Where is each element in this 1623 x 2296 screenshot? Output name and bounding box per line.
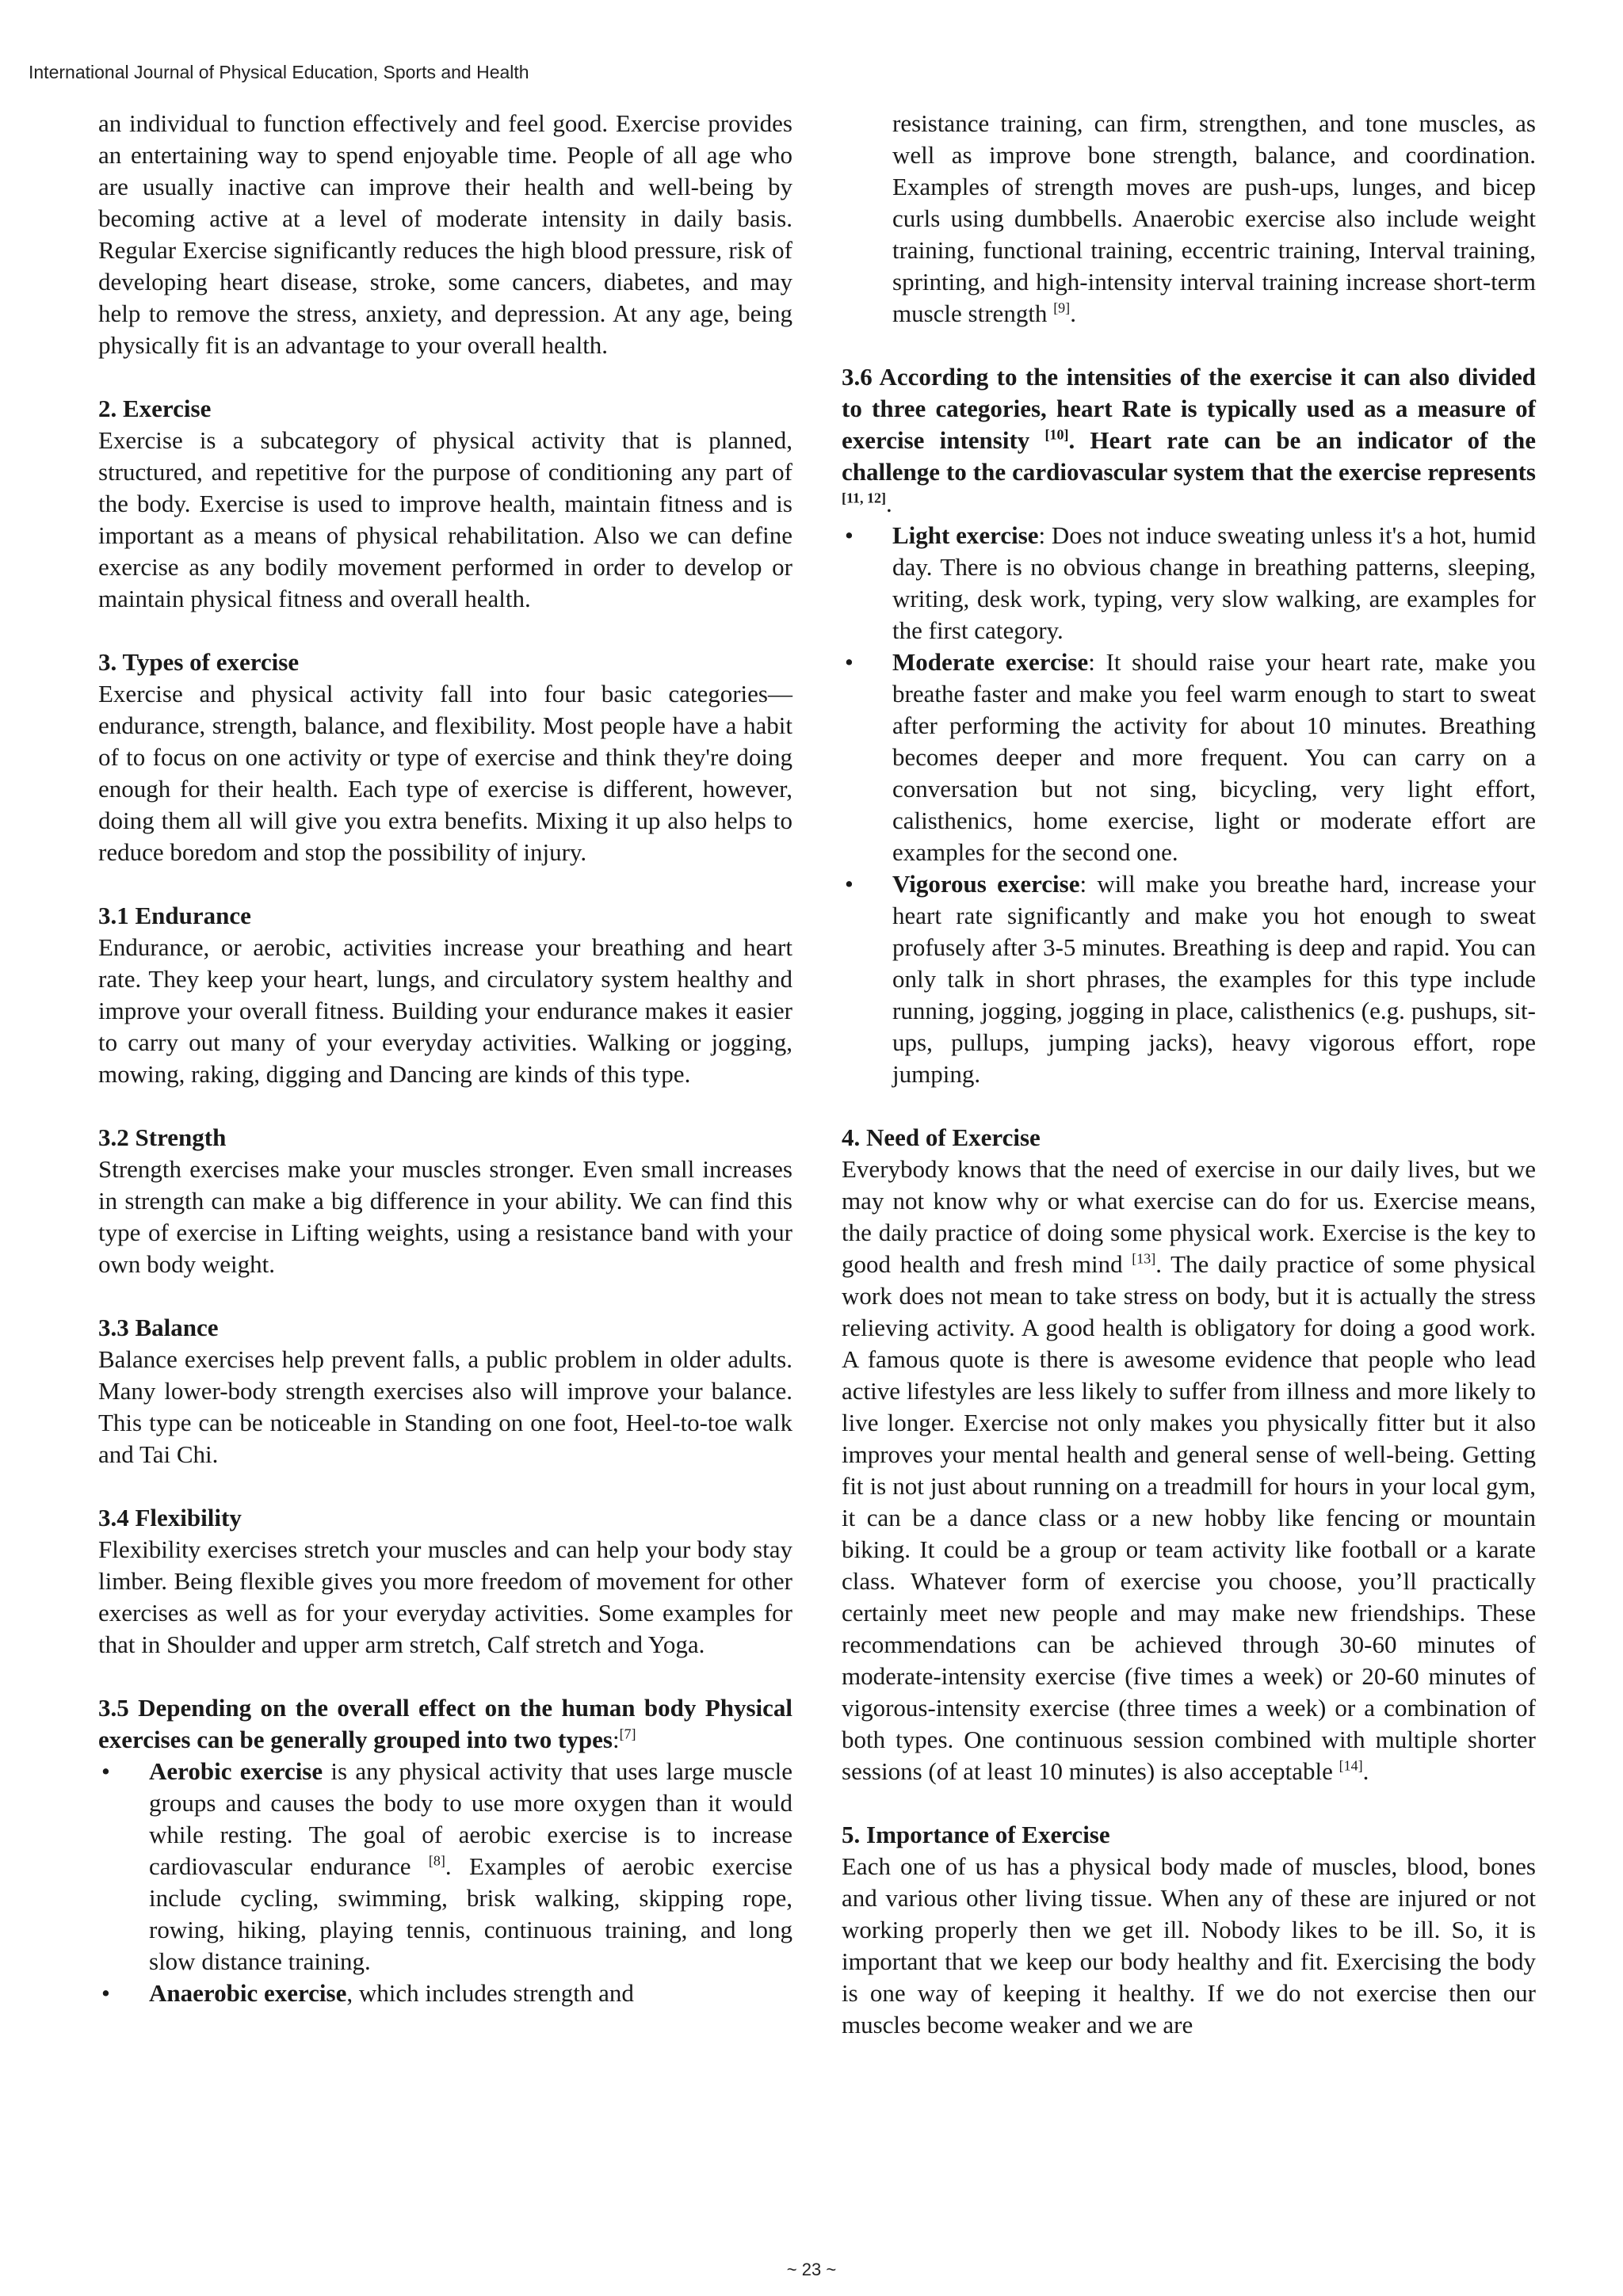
section-title-flexibility: 3.4 Flexibility: [98, 1504, 242, 1531]
anaerobic-label: Anaerobic exercise: [149, 1979, 347, 2007]
citation-ref: [11, 12]: [842, 490, 886, 506]
need-section: [842, 1122, 1536, 1787]
importance-section: [842, 1819, 1536, 2041]
strength-paragraph: Strength exercises make your muscles stronger. Even small increases in strength can make a big difference in your ability. We can find this type of exercise in Lifting weights, using a resistance band with your own body weight.: [98, 1155, 792, 1278]
intensity-heading-1: 3.6 According to the intensities of the exercise it can also divided to three categories, heart Rate is typically used as a measure of exercise intensity: [842, 363, 1536, 454]
balance-section: [98, 1312, 792, 1470]
vigorous-text: : will make you breathe hard, increase your heart rate significantly and make you hot enough to sweat profusely after 3-5 minutes. Breathing is deep and rapid. You can only talk in short phrases, the examples for this type include running, jogging, jogging in place, calisthenics (e.g. pushups, sit-ups, pullups, jumping jacks), heavy vigorous effort, rope jumping.: [892, 870, 1536, 1088]
bullet-icon: •: [101, 1979, 110, 2007]
bullet-icon: •: [101, 1757, 110, 1785]
moderate-label: Moderate exercise: [892, 648, 1089, 676]
right-column: [842, 108, 1536, 2041]
strength-section: [98, 1122, 792, 1280]
importance-paragraph: Each one of us has a physical body made of muscles, blood, bones and various other living tissue. When any of these are injured or not working properly then we get ill. Nobody likes to be ill. So, it is important that we keep our body healthy and fit. Exercising the body is one way of keeping it healthy. If we do not exercise then our muscles become weaker and we are: [842, 1852, 1536, 2039]
groups-title-text: 3.5 Depending on the overall effect on the human body Physical exercises can be generally grouped into two types: [98, 1694, 792, 1753]
anaerobic-text: , which includes strength and: [346, 1979, 634, 2007]
need-text-1: Everybody knows that the need of exercise in our daily lives, but we may not know why or what exercise can do for us. Exercise means, the daily practice of doing some physical work. Exercise is the key to good health and fresh mind: [842, 1155, 1536, 1278]
citation-ref: [13]: [1132, 1250, 1156, 1267]
page-number: ~ 23 ~: [786, 2260, 837, 2279]
bullet-icon: •: [845, 648, 854, 676]
need-text-2: . The daily practice of some physical work does not mean to take stress on body, but it is actually the stress relieving activity. A good health is obligatory for doing a good work. A famous quote is there is awesome evidence that people who lead active lifestyles are less likely to suffer from illness and more likely to live longer. Exercise not only makes you physically fitter but it also improves your mental health and general sense of well-being. Getting fit is not just about running on a treadmill for hours in your local gym, it can be a dance class or a new hobby like fencing or mountain biking. It could be a group or team activity like football or a karate class. Whatever form of exercise you choose, you’ll practically certainly meet new people and may make new friendships. These recommendations can be achieved through 30-60 minutes of moderate-intensity exercise (five times a week) or 20-60 minutes of vigorous-intensity exercise (three times a week) or a combination of both types. One continuous session combined with multiple shorter sessions (of at least 10 minutes) is also acceptable: [842, 1250, 1536, 1785]
exercise-section: [98, 393, 792, 615]
citation-ref: [7]: [619, 1726, 636, 1742]
moderate-text: : It should raise your heart rate, make you breathe faster and make you feel warm enough to start to sweat after performing the activity for about 10 minutes. Breathing becomes deeper and more frequent. You can carry on a conversation but not sing, bicycling, very light effort, calisthenics, home exercise, light or moderate effort are examples for the second one.: [892, 648, 1537, 866]
balance-paragraph: Balance exercises help prevent falls, a public problem in older adults. Many lower-body strength exercises also will improve your balance. This type can be noticeable in Standing on one foot, Heel-to-toe walk and Tai Chi.: [98, 1345, 792, 1468]
section-title-groups: [98, 1692, 792, 1756]
left-column: [98, 108, 792, 2009]
flexibility-paragraph: Flexibility exercises stretch your muscles and can help your body stay limber. Being flexible gives you more freedom of movement for other exercises as well as for your everyday activities. Some examples for that in Shoulder and upper arm stretch, Calf stretch and Yoga.: [98, 1535, 792, 1658]
journal-header: International Journal of Physical Education, Sports and Health: [29, 62, 529, 82]
endurance-section: [98, 900, 792, 1090]
need-paragraph: [842, 1154, 1536, 1787]
anaerobic-cont-text: resistance training, can firm, strengthen, and tone muscles, as well as improve bone strength, balance, and coordination. Examples of strength moves are push-ups, lunges, and bicep curls using dumbbells. Anaerobic exercise also include weight training, functional training, eccentric training, Interval training, sprinting, and high-intensity interval training increase short-term muscle strength: [892, 109, 1536, 327]
section-title-importance: 5. Importance of Exercise: [842, 1821, 1110, 1848]
list-item: [98, 1756, 792, 1978]
anaerobic-end: .: [1070, 299, 1076, 327]
section-title-types: 3. Types of exercise: [98, 648, 300, 676]
section-title-balance: 3.3 Balance: [98, 1314, 219, 1341]
types-section: [98, 646, 792, 868]
types-paragraph: Exercise and physical activity fall into four basic categories—endurance, strength, balance, and flexibility. Most people have a habit of to focus on one activity or type of exercise and think they're doing enough for their health. Each type of exercise is different, however, doing them all will give you extra benefits. Mixing it up also helps to reduce boredom and stop the possibility of injury.: [98, 680, 792, 866]
aerobic-text: is any physical activity that uses large muscle groups and causes the body to use more oxygen than it would while resting. The goal of aerobic exercise is to increase cardiovascular endurance: [149, 1757, 792, 1880]
list-item: [842, 646, 1536, 868]
section-title-intensity: [842, 361, 1536, 520]
section-title-strength: 3.2 Strength: [98, 1123, 227, 1151]
endurance-paragraph: Endurance, or aerobic, activities increase your breathing and heart rate. They keep your heart, lungs, and circulatory system healthy and improve your overall fitness. Building your endurance makes it easier to carry out many of your everyday activities. Walking or jogging, mowing, raking, digging and Dancing are kinds of this type.: [98, 933, 792, 1088]
aerobic-text-2: . Examples of aerobic exercise include cycling, swimming, brisk walking, skipping rope, rowing, hiking, playing tennis, continuous training, and long slow distance training.: [149, 1852, 792, 1975]
citation-ref: [10]: [1044, 426, 1069, 443]
aerobic-label: Aerobic exercise: [149, 1757, 323, 1785]
intensity-end: .: [886, 490, 892, 517]
need-end: .: [1362, 1757, 1369, 1785]
citation-ref: [14]: [1338, 1757, 1363, 1774]
intensity-list: [842, 520, 1536, 1090]
light-text: : Does not induce sweating unless it's a hot, humid day. There is no obvious change in breathing patterns, sleeping, writing, desk work, typing, very slow walking, are examples for the first category.: [892, 521, 1536, 644]
section-title-exercise: 2. Exercise: [98, 395, 212, 422]
section-title-need: 4. Need of Exercise: [842, 1123, 1041, 1151]
intro-section: [98, 108, 792, 361]
bullet-icon: •: [845, 870, 854, 898]
list-item: [842, 520, 1536, 646]
vigorous-label: Vigorous exercise: [892, 870, 1080, 898]
intensity-section: [842, 361, 1536, 1090]
flexibility-section: [98, 1502, 792, 1661]
intensity-heading-2: . Heart rate can be an indicator of the challenge to the cardiovascular system that the exercise represents: [842, 426, 1536, 486]
section-title-endurance: 3.1 Endurance: [98, 902, 251, 929]
groups-section: [98, 1692, 792, 2009]
exercise-types-list: [98, 1756, 792, 2009]
bullet-icon: •: [845, 521, 854, 549]
citation-ref: [8]: [428, 1852, 445, 1869]
intro-paragraph: an individual to function effectively and feel good. Exercise provides an entertaining way to spend enjoyable time. People of all age who are usually inactive can improve their health and well-being by becoming active at a level of moderate intensity in daily basis. Regular Exercise significantly reduces the high blood pressure, risk of developing heart disease, stroke, some cancers, diabetes, and may help to remove the stress, anxiety, and depression. At any age, being physically fit is an advantage to your overall health.: [98, 109, 792, 359]
anaerobic-continuation: [842, 108, 1536, 330]
list-item: [842, 868, 1536, 1090]
exercise-paragraph: Exercise is a subcategory of physical activity that is planned, structured, and repetitive for the purpose of conditioning any part of the body. Exercise is used to improve health, maintain fitness and is important as a means of physical rehabilitation. Also we can define exercise as any bodily movement performed in order to develop or maintain physical fitness and overall health.: [98, 426, 792, 612]
light-label: Light exercise: [892, 521, 1039, 549]
anaerobic-continuation-paragraph: [842, 108, 1536, 330]
groups-title-colon: :: [612, 1726, 620, 1753]
list-item: [98, 1978, 792, 2009]
citation-ref: [9]: [1053, 299, 1071, 316]
